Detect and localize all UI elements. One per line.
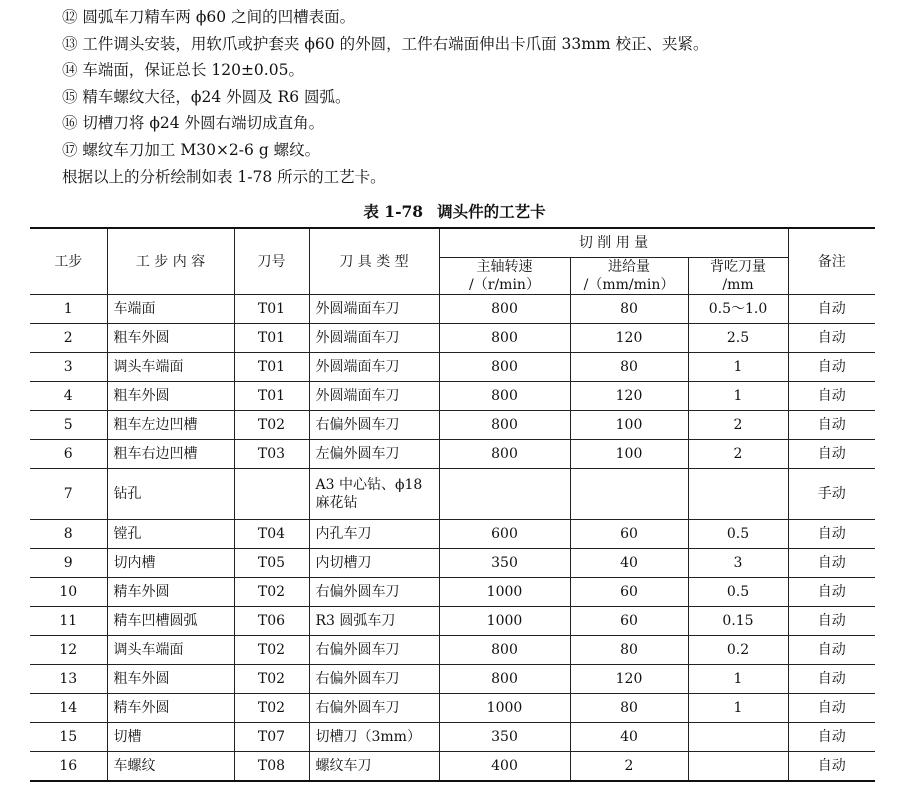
header-step: 工步 xyxy=(30,228,107,295)
table-caption xyxy=(0,200,909,224)
table-row xyxy=(30,469,875,520)
step-line: ⑯ 切槽刀将 ϕ24 外圆右端切成直角。 xyxy=(62,114,325,132)
cell-note: 自动 xyxy=(788,324,875,353)
cell-content: 钻孔 xyxy=(107,469,234,520)
cell-tool-no: T07 xyxy=(234,723,309,752)
cell-step: 7 xyxy=(30,469,107,520)
cell-depth: 0.15 xyxy=(688,607,788,636)
header-feed xyxy=(570,258,688,295)
cell-note: 自动 xyxy=(788,636,875,665)
cell-tool-type: 外圆端面车刀 xyxy=(309,382,439,411)
cell-note: 自动 xyxy=(788,382,875,411)
cell-tool-type: R3 圆弧车刀 xyxy=(309,607,439,636)
cell-content: 粗车右边凹槽 xyxy=(107,440,234,469)
cell-content: 粗车左边凹槽 xyxy=(107,411,234,440)
header-feed-unit: /（mm/min） xyxy=(583,277,675,293)
table-caption-title: 调头件的工艺卡 xyxy=(437,202,546,221)
header-spindle xyxy=(439,258,570,295)
cell-tool-no: T02 xyxy=(234,665,309,694)
cell-step: 13 xyxy=(30,665,107,694)
cell-depth: 1 xyxy=(688,353,788,382)
cell-content: 车螺纹 xyxy=(107,752,234,782)
step-line: ⑬ 工件调头安装，用软爪或护套夹 ϕ60 的外圆，工件右端面伸出卡爪面 33mm 校正、夹紧。 xyxy=(62,34,709,53)
table-row xyxy=(30,440,875,469)
cell-content: 粗车外圆 xyxy=(107,382,234,411)
cell-content: 镗孔 xyxy=(107,520,234,549)
cell-content: 精车外圆 xyxy=(107,578,234,607)
cell-note: 手动 xyxy=(788,469,875,520)
cell-spindle: 800 xyxy=(439,636,570,665)
cell-step: 1 xyxy=(30,295,107,324)
cell-spindle: 800 xyxy=(439,440,570,469)
header-row xyxy=(30,228,875,258)
cell-feed: 60 xyxy=(570,578,688,607)
cell-step: 6 xyxy=(30,440,107,469)
table-row xyxy=(30,411,875,440)
cell-content: 调头车端面 xyxy=(107,636,234,665)
cell-feed: 80 xyxy=(570,694,688,723)
cell-note: 自动 xyxy=(788,723,875,752)
table-row xyxy=(30,607,875,636)
cell-tool-type: 内孔车刀 xyxy=(309,520,439,549)
table-row xyxy=(30,353,875,382)
cell-feed: 100 xyxy=(570,440,688,469)
cell-tool-type: 右偏外圆车刀 xyxy=(309,411,439,440)
cell-note: 自动 xyxy=(788,520,875,549)
cell-depth: 1 xyxy=(688,382,788,411)
cell-tool-type: 右偏外圆车刀 xyxy=(309,578,439,607)
cell-tool-no xyxy=(234,469,309,520)
table-row xyxy=(30,723,875,752)
table-row xyxy=(30,694,875,723)
cell-spindle: 800 xyxy=(439,382,570,411)
cell-step: 10 xyxy=(30,578,107,607)
cell-content: 车端面 xyxy=(107,295,234,324)
cell-feed: 80 xyxy=(570,353,688,382)
table-row xyxy=(30,636,875,665)
cell-content: 切槽 xyxy=(107,723,234,752)
table-caption-number: 表 1-78 xyxy=(363,202,424,221)
cell-feed: 80 xyxy=(570,636,688,665)
cell-spindle xyxy=(439,469,570,520)
cell-step: 14 xyxy=(30,694,107,723)
cell-spindle: 1000 xyxy=(439,607,570,636)
cell-spindle: 800 xyxy=(439,411,570,440)
cell-spindle: 1000 xyxy=(439,694,570,723)
cell-spindle: 350 xyxy=(439,723,570,752)
cell-tool-no: T01 xyxy=(234,382,309,411)
header-spindle-unit: /（r/min） xyxy=(469,277,540,293)
cell-tool-no: T01 xyxy=(234,353,309,382)
process-card-table xyxy=(30,227,875,782)
cell-step: 2 xyxy=(30,324,107,353)
cell-step: 15 xyxy=(30,723,107,752)
cell-note: 自动 xyxy=(788,752,875,782)
cell-feed xyxy=(570,469,688,520)
cell-feed: 80 xyxy=(570,295,688,324)
header-depth xyxy=(688,258,788,295)
table-row xyxy=(30,665,875,694)
cell-tool-no: T05 xyxy=(234,549,309,578)
cell-depth xyxy=(688,752,788,782)
cell-note: 自动 xyxy=(788,694,875,723)
cell-spindle: 400 xyxy=(439,752,570,782)
cell-step: 8 xyxy=(30,520,107,549)
cell-feed: 120 xyxy=(570,382,688,411)
cell-note: 自动 xyxy=(788,440,875,469)
cell-depth xyxy=(688,723,788,752)
summary-text: 根据以上的分析绘制如表 1-78 所示的工艺卡。 xyxy=(62,168,386,186)
cell-note: 自动 xyxy=(788,578,875,607)
cell-spindle: 600 xyxy=(439,520,570,549)
cell-tool-no: T01 xyxy=(234,324,309,353)
cell-tool-type-line2: 麻花钻 xyxy=(315,495,358,511)
cell-spindle: 800 xyxy=(439,353,570,382)
step-line: ⑭ 车端面，保证总长 120±0.05。 xyxy=(62,61,304,79)
cell-content: 切内槽 xyxy=(107,549,234,578)
cell-tool-no: T01 xyxy=(234,295,309,324)
header-depth-label: 背吃刀量 xyxy=(710,259,766,275)
cell-step: 4 xyxy=(30,382,107,411)
cell-depth: 0.2 xyxy=(688,636,788,665)
cell-tool-no: T04 xyxy=(234,520,309,549)
cell-spindle: 800 xyxy=(439,665,570,694)
table-row xyxy=(30,578,875,607)
cell-step: 5 xyxy=(30,411,107,440)
header-content: 工 步 内 容 xyxy=(107,228,234,295)
cell-content: 调头车端面 xyxy=(107,353,234,382)
cell-tool-no: T02 xyxy=(234,694,309,723)
cell-depth: 2 xyxy=(688,440,788,469)
header-cutting: 切 削 用 量 xyxy=(439,228,788,258)
table-row xyxy=(30,752,875,782)
cell-content: 精车凹槽圆弧 xyxy=(107,607,234,636)
header-note: 备注 xyxy=(788,228,875,295)
cell-feed: 120 xyxy=(570,324,688,353)
cell-note: 自动 xyxy=(788,665,875,694)
cell-tool-type: 外圆端面车刀 xyxy=(309,353,439,382)
cell-tool-no: T08 xyxy=(234,752,309,782)
cell-content: 粗车外圆 xyxy=(107,665,234,694)
cell-feed: 40 xyxy=(570,549,688,578)
cell-content: 精车外圆 xyxy=(107,694,234,723)
header-tool-no: 刀号 xyxy=(234,228,309,295)
cell-note: 自动 xyxy=(788,295,875,324)
cell-depth xyxy=(688,469,788,520)
cell-tool-no: T02 xyxy=(234,578,309,607)
step-line: ⑫ 圆弧车刀精车两 ϕ60 之间的凹槽表面。 xyxy=(62,8,356,26)
cell-tool-no: T03 xyxy=(234,440,309,469)
cell-tool-type-line1: A3 中心钻、ϕ18 xyxy=(315,477,423,493)
cell-tool-type: 右偏外圆车刀 xyxy=(309,665,439,694)
cell-step: 3 xyxy=(30,353,107,382)
cell-tool-type: 右偏外圆车刀 xyxy=(309,694,439,723)
cell-depth: 3 xyxy=(688,549,788,578)
cell-depth: 1 xyxy=(688,665,788,694)
cell-step: 16 xyxy=(30,752,107,782)
cell-feed: 120 xyxy=(570,665,688,694)
cell-tool-type: 右偏外圆车刀 xyxy=(309,636,439,665)
cell-tool-type: 螺纹车刀 xyxy=(309,752,439,782)
cell-note: 自动 xyxy=(788,607,875,636)
table-row xyxy=(30,324,875,353)
cell-note: 自动 xyxy=(788,411,875,440)
cell-depth: 0.5 xyxy=(688,520,788,549)
table-row xyxy=(30,295,875,324)
cell-content: 粗车外圆 xyxy=(107,324,234,353)
cell-note: 自动 xyxy=(788,549,875,578)
cell-feed: 40 xyxy=(570,723,688,752)
cell-spindle: 800 xyxy=(439,324,570,353)
step-line: ⑮ 精车螺纹大径，ϕ24 外圆及 R6 圆弧。 xyxy=(62,87,351,106)
cell-depth: 2.5 xyxy=(688,324,788,353)
cell-tool-no: T06 xyxy=(234,607,309,636)
cell-tool-no: T02 xyxy=(234,636,309,665)
cell-spindle: 800 xyxy=(439,295,570,324)
cell-tool-type: 内切槽刀 xyxy=(309,549,439,578)
cell-tool-type xyxy=(309,469,439,520)
cell-feed: 60 xyxy=(570,607,688,636)
header-feed-label: 进给量 xyxy=(608,259,650,275)
table-row xyxy=(30,549,875,578)
table-row xyxy=(30,520,875,549)
header-depth-unit: /mm xyxy=(722,277,754,293)
cell-feed: 60 xyxy=(570,520,688,549)
cell-step: 9 xyxy=(30,549,107,578)
step-line: ⑰ 螺纹车刀加工 M30×2-6 g 螺纹。 xyxy=(62,140,321,159)
cell-spindle: 1000 xyxy=(439,578,570,607)
cell-depth: 0.5～1.0 xyxy=(688,295,788,324)
cell-step: 11 xyxy=(30,607,107,636)
cell-step: 12 xyxy=(30,636,107,665)
cell-tool-type: 切槽刀（3mm） xyxy=(309,723,439,752)
table-row xyxy=(30,382,875,411)
intro-steps xyxy=(62,4,892,163)
cell-feed: 2 xyxy=(570,752,688,782)
cell-feed: 100 xyxy=(570,411,688,440)
cell-spindle: 350 xyxy=(439,549,570,578)
cell-tool-type: 外圆端面车刀 xyxy=(309,324,439,353)
cell-depth: 0.5 xyxy=(688,578,788,607)
cell-note: 自动 xyxy=(788,353,875,382)
cell-tool-type: 左偏外圆车刀 xyxy=(309,440,439,469)
cell-depth: 2 xyxy=(688,411,788,440)
cell-depth: 1 xyxy=(688,694,788,723)
cell-tool-no: T02 xyxy=(234,411,309,440)
header-spindle-label: 主轴转速 xyxy=(476,259,533,275)
header-tool-type: 刀 具 类 型 xyxy=(309,228,439,295)
cell-tool-type: 外圆端面车刀 xyxy=(309,295,439,324)
